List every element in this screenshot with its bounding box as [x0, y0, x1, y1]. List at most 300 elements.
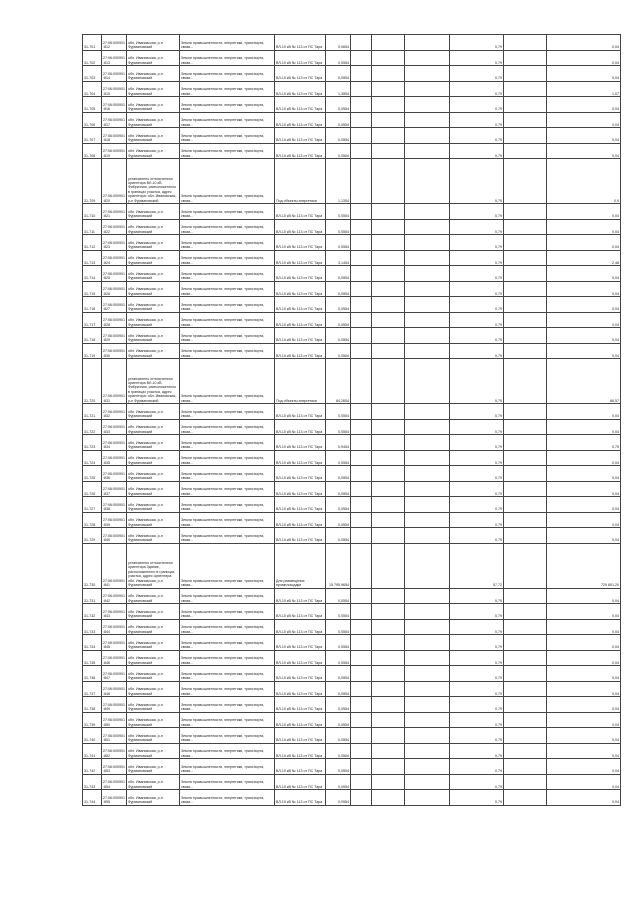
address-cell: обл. Ивановская, р-н Фурмановский	[127, 66, 180, 82]
empty-cell	[504, 588, 547, 604]
row-number-cell: 31-743	[83, 774, 102, 790]
empty-cell	[504, 650, 547, 666]
area-cell: 0,0554	[326, 790, 351, 806]
address-cell: обл. Ивановская, р-н Фурмановский	[127, 728, 180, 744]
permitted-use-cell: Для размещения промплощадки	[275, 543, 326, 588]
table-row	[83, 404, 621, 420]
cadastral-number-cell: 27:06:000901:816	[102, 97, 127, 113]
land-category-cell: Земли промышленности, энергетики, транспорта, связи...	[180, 143, 275, 159]
empty-cell	[351, 250, 372, 266]
area-cell: 0,0554	[326, 404, 351, 420]
land-category-cell: Земли промышленности, энергетики, транспорта, связи...	[180, 312, 275, 328]
empty-cell	[372, 35, 405, 51]
land-category-cell: Земли промышленности, энергетики, транспорта, связи...	[180, 35, 275, 51]
empty-cell	[372, 774, 405, 790]
value-cell: 0,04	[547, 204, 621, 220]
value-cell: 0,04	[547, 743, 621, 759]
address-cell: обл. Ивановская, р-н Фурмановский	[127, 743, 180, 759]
table-row	[83, 759, 621, 775]
value-cell: 0,04	[547, 466, 621, 482]
address-cell: обл. Ивановская, р-н Фурмановский	[127, 312, 180, 328]
table-row	[83, 588, 621, 604]
table-row	[83, 297, 621, 313]
land-category-cell: Земли промышленности, энергетики, транспорта, связи...	[180, 450, 275, 466]
empty-cell	[351, 435, 372, 451]
address-cell: обл. Ивановская, р-н Фурмановский	[127, 281, 180, 297]
land-category-cell: Земли промышленности, энергетики, транспорта, связи...	[180, 204, 275, 220]
rate-cell: 0,79	[450, 759, 504, 775]
land-category-cell: Земли промышленности, энергетики, транспорта, связи...	[180, 466, 275, 482]
empty-cell	[405, 619, 450, 635]
permitted-use-cell: ВЛ-10 кВ № 113 от ПС Тара	[275, 666, 326, 682]
table-row	[83, 697, 621, 713]
address-cell: обл. Ивановская, р-н Фурмановский	[127, 35, 180, 51]
empty-cell	[504, 635, 547, 651]
empty-cell	[504, 481, 547, 497]
empty-cell	[405, 712, 450, 728]
land-category-cell: Земли промышленности, энергетики, транспорта, связи...	[180, 281, 275, 297]
land-category-cell: Земли промышленности, энергетики, транспорта, связи...	[180, 250, 275, 266]
value-cell: 0,04	[547, 604, 621, 620]
empty-cell	[405, 543, 450, 588]
row-number-cell: 31-707	[83, 128, 102, 144]
empty-cell	[504, 681, 547, 697]
permitted-use-cell: ВЛ-10 кВ № 113 от ПС Тара	[275, 266, 326, 282]
area-cell: 0,0554	[326, 219, 351, 235]
table-row	[83, 359, 621, 404]
value-cell: 0,04	[547, 35, 621, 51]
land-category-cell: Земли промышленности, энергетики, транспорта, связи...	[180, 481, 275, 497]
empty-cell	[504, 297, 547, 313]
table-row	[83, 604, 621, 620]
land-category-cell: Земли промышленности, энергетики, транспорта, связи...	[180, 774, 275, 790]
row-number-cell: 31-703	[83, 66, 102, 82]
permitted-use-cell: ВЛ-10 кВ № 113 от ПС Тара	[275, 528, 326, 544]
empty-cell	[351, 159, 372, 204]
cadastral-number-cell: 27:06:000901:844	[102, 619, 127, 635]
address-cell: обл. Ивановская, р-н Фурмановский	[127, 328, 180, 344]
empty-cell	[504, 219, 547, 235]
address-cell: обл. Ивановская, р-н Фурмановский	[127, 790, 180, 806]
empty-cell	[504, 759, 547, 775]
empty-cell	[351, 219, 372, 235]
address-cell: обл. Ивановская, р-н Фурмановский	[127, 81, 180, 97]
empty-cell	[504, 528, 547, 544]
empty-cell	[405, 419, 450, 435]
rate-cell: 0,79	[450, 604, 504, 620]
row-number-cell: 31-704	[83, 81, 102, 97]
area-cell: 0,0554	[326, 635, 351, 651]
land-category-cell: Земли промышленности, энергетики, транспорта, связи...	[180, 404, 275, 420]
rate-cell: 0,79	[450, 528, 504, 544]
area-cell: 0,9454	[326, 435, 351, 451]
empty-cell	[372, 528, 405, 544]
empty-cell	[372, 404, 405, 420]
empty-cell	[351, 774, 372, 790]
table-row	[83, 712, 621, 728]
table-row	[83, 281, 621, 297]
rate-cell: 0,79	[450, 497, 504, 513]
empty-cell	[405, 528, 450, 544]
empty-cell	[504, 604, 547, 620]
rate-cell: 0,79	[450, 635, 504, 651]
cadastral-register-table	[82, 34, 621, 806]
empty-cell	[372, 435, 405, 451]
empty-cell	[405, 266, 450, 282]
cadastral-number-cell: 27:06:000901:815	[102, 81, 127, 97]
rate-cell: 0,79	[450, 81, 504, 97]
empty-cell	[504, 143, 547, 159]
row-number-cell: 31-739	[83, 712, 102, 728]
permitted-use-cell: ВЛ-10 кВ № 113 от ПС Тара	[275, 281, 326, 297]
empty-cell	[351, 650, 372, 666]
permitted-use-cell: ВЛ-10 кВ № 113 от ПС Тара	[275, 250, 326, 266]
row-number-cell: 31-742	[83, 759, 102, 775]
row-number-cell: 31-732	[83, 604, 102, 620]
row-number-cell: 31-718	[83, 328, 102, 344]
permitted-use-cell: ВЛ-10 кВ № 113 от ПС Тара	[275, 635, 326, 651]
row-number-cell: 31-726	[83, 481, 102, 497]
empty-cell	[504, 790, 547, 806]
rate-cell: 0,79	[450, 297, 504, 313]
empty-cell	[504, 712, 547, 728]
area-cell: 0,0554	[326, 604, 351, 620]
address-cell: обл. Ивановская, р-н Фурмановский	[127, 204, 180, 220]
row-number-cell: 31-740	[83, 728, 102, 744]
permitted-use-cell: ВЛ-10 кВ № 113 от ПС Тара	[275, 743, 326, 759]
permitted-use-cell: ВЛ-10 кВ № 113 от ПС Тара	[275, 343, 326, 359]
empty-cell	[351, 66, 372, 82]
area-cell: 0,0554	[326, 204, 351, 220]
address-cell: обл. Ивановская, р-н Фурмановский	[127, 681, 180, 697]
cadastral-number-cell: 27:06:000901:831	[102, 359, 127, 404]
table-row	[83, 219, 621, 235]
cadastral-number-cell: 27:06:000901:833	[102, 419, 127, 435]
permitted-use-cell: ВЛ-10 кВ № 113 от ПС Тара	[275, 312, 326, 328]
cadastral-number-cell: 27:06:000901:855	[102, 790, 127, 806]
rate-cell: 0,79	[450, 743, 504, 759]
permitted-use-cell: ВЛ-10 кВ № 113 от ПС Тара	[275, 219, 326, 235]
empty-cell	[351, 497, 372, 513]
permitted-use-cell: ВЛ-10 кВ № 113 от ПС Тара	[275, 128, 326, 144]
address-cell: обл. Ивановская, р-н Фурмановский	[127, 619, 180, 635]
empty-cell	[405, 588, 450, 604]
rate-cell: 0,79	[450, 312, 504, 328]
cadastral-number-cell: 27:06:000901:819	[102, 143, 127, 159]
empty-cell	[504, 774, 547, 790]
row-number-cell: 31-705	[83, 97, 102, 113]
area-cell: 0,0554	[326, 743, 351, 759]
table-row	[83, 328, 621, 344]
land-category-cell: Земли промышленности, энергетики, транспорта, связи...	[180, 81, 275, 97]
row-number-cell: 31-734	[83, 635, 102, 651]
address-cell: установлено относительно ориентира Здание, расположенного в границах участка, адрес ориентира: обл. Ивановская, р-н Фурмановский	[127, 543, 180, 588]
empty-cell	[504, 466, 547, 482]
table-row	[83, 790, 621, 806]
permitted-use-cell: ВЛ-10 кВ № 113 от ПС Тара	[275, 66, 326, 82]
rate-cell: 0,79	[450, 404, 504, 420]
empty-cell	[504, 66, 547, 82]
land-category-cell: Земли промышленности, энергетики, транспорта, связи...	[180, 728, 275, 744]
value-cell: 0,04	[547, 312, 621, 328]
permitted-use-cell: ВЛ-10 кВ № 113 от ПС Тара	[275, 588, 326, 604]
area-cell: 0,0554	[326, 266, 351, 282]
value-cell: 0,04	[547, 790, 621, 806]
empty-cell	[372, 697, 405, 713]
address-cell: обл. Ивановская, р-н Фурмановский	[127, 343, 180, 359]
cadastral-number-cell: 27:06:000901:826	[102, 281, 127, 297]
row-number-cell: 31-717	[83, 312, 102, 328]
empty-cell	[405, 743, 450, 759]
empty-cell	[372, 128, 405, 144]
permitted-use-cell: ВЛ-10 кВ № 113 от ПС Тара	[275, 712, 326, 728]
empty-cell	[372, 790, 405, 806]
permitted-use-cell: ВЛ-10 кВ № 113 от ПС Тара	[275, 790, 326, 806]
empty-cell	[351, 466, 372, 482]
table-row	[83, 128, 621, 144]
empty-cell	[504, 512, 547, 528]
row-number-cell: 31-721	[83, 404, 102, 420]
value-cell: 729 801,20	[547, 543, 621, 588]
land-category-cell: Земли промышленности, энергетики, транспорта, связи...	[180, 619, 275, 635]
address-cell: обл. Ивановская, р-н Фурмановский	[127, 712, 180, 728]
value-cell: 1,07	[547, 81, 621, 97]
value-cell: 0,04	[547, 481, 621, 497]
rate-cell: 0,79	[450, 266, 504, 282]
row-number-cell: 31-723	[83, 435, 102, 451]
rate-cell: 57,72	[450, 543, 504, 588]
land-category-cell: Земли промышленности, энергетики, транспорта, связи...	[180, 266, 275, 282]
table-row	[83, 81, 621, 97]
cadastral-number-cell: 27:06:000901:830	[102, 343, 127, 359]
table-body	[83, 35, 621, 806]
rate-cell: 0,79	[450, 112, 504, 128]
empty-cell	[405, 50, 450, 66]
table-row	[83, 450, 621, 466]
table-row	[83, 143, 621, 159]
table-row	[83, 97, 621, 113]
value-cell: 0,04	[547, 404, 621, 420]
empty-cell	[405, 35, 450, 51]
empty-cell	[351, 281, 372, 297]
land-category-cell: Земли промышленности, энергетики, транспорта, связи...	[180, 512, 275, 528]
empty-cell	[351, 619, 372, 635]
table-row	[83, 666, 621, 682]
address-cell: обл. Ивановская, р-н Фурмановский	[127, 481, 180, 497]
area-cell: 0,0554	[326, 712, 351, 728]
table-row	[83, 159, 621, 204]
value-cell: 0,04	[547, 297, 621, 313]
value-cell: 0,04	[547, 728, 621, 744]
address-cell: обл. Ивановская, р-н Фурмановский	[127, 404, 180, 420]
empty-cell	[351, 712, 372, 728]
empty-cell	[504, 728, 547, 744]
empty-cell	[372, 159, 405, 204]
cadastral-number-cell: 27:06:000901:845	[102, 635, 127, 651]
rate-cell: 0,79	[450, 450, 504, 466]
empty-cell	[351, 328, 372, 344]
permitted-use-cell: Под объекты энергетики	[275, 359, 326, 404]
rate-cell: 0,79	[450, 790, 504, 806]
value-cell: 0,04	[547, 774, 621, 790]
empty-cell	[351, 204, 372, 220]
empty-cell	[405, 435, 450, 451]
empty-cell	[351, 759, 372, 775]
area-cell: 0,0554	[326, 650, 351, 666]
empty-cell	[405, 328, 450, 344]
address-cell: обл. Ивановская, р-н Фурмановский	[127, 250, 180, 266]
value-cell: 0,04	[547, 588, 621, 604]
empty-cell	[504, 81, 547, 97]
table-row	[83, 235, 621, 251]
rate-cell: 0,79	[450, 419, 504, 435]
land-category-cell: Земли промышленности, энергетики, транспорта, связи...	[180, 235, 275, 251]
value-cell: 0,04	[547, 666, 621, 682]
rate-cell: 0,79	[450, 666, 504, 682]
empty-cell	[504, 281, 547, 297]
land-category-cell: Земли промышленности, энергетики, транспорта, связи...	[180, 159, 275, 204]
rate-cell: 0,79	[450, 204, 504, 220]
area-cell: 0,0554	[326, 235, 351, 251]
table-row	[83, 35, 621, 51]
table-row	[83, 66, 621, 82]
empty-cell	[405, 235, 450, 251]
table-row	[83, 112, 621, 128]
empty-cell	[351, 235, 372, 251]
row-number-cell: 31-706	[83, 112, 102, 128]
empty-cell	[405, 297, 450, 313]
area-cell: 0,0554	[326, 512, 351, 528]
empty-cell	[372, 50, 405, 66]
address-cell: обл. Ивановская, р-н Фурмановский	[127, 235, 180, 251]
address-cell: обл. Ивановская, р-н Фурмановский	[127, 497, 180, 513]
empty-cell	[372, 419, 405, 435]
row-number-cell: 31-708	[83, 143, 102, 159]
value-cell: 0,75	[547, 435, 621, 451]
area-cell: 0,0554	[326, 112, 351, 128]
empty-cell	[405, 650, 450, 666]
empty-cell	[504, 312, 547, 328]
cadastral-number-cell: 27:06:000901:850	[102, 712, 127, 728]
value-cell: 0,04	[547, 512, 621, 528]
table-row	[83, 497, 621, 513]
rate-cell: 0,79	[450, 281, 504, 297]
land-category-cell: Земли промышленности, энергетики, транспорта, связи...	[180, 712, 275, 728]
address-cell: обл. Ивановская, р-н Фурмановский	[127, 528, 180, 544]
rate-cell: 0,79	[450, 219, 504, 235]
rate-cell: 0,79	[450, 650, 504, 666]
table-row	[83, 250, 621, 266]
empty-cell	[351, 697, 372, 713]
empty-cell	[504, 112, 547, 128]
empty-cell	[405, 143, 450, 159]
cadastral-number-cell: 27:06:000901:837	[102, 481, 127, 497]
table-row	[83, 774, 621, 790]
area-cell: 0,0554	[326, 481, 351, 497]
cadastral-number-cell: 27:06:000901:825	[102, 266, 127, 282]
cadastral-number-cell: 27:06:000901:849	[102, 697, 127, 713]
land-category-cell: Земли промышленности, энергетики, транспорта, связи...	[180, 697, 275, 713]
permitted-use-cell: ВЛ-10 кВ № 113 от ПС Тара	[275, 466, 326, 482]
cadastral-number-cell: 27:06:000901:847	[102, 666, 127, 682]
empty-cell	[351, 81, 372, 97]
cadastral-number-cell: 27:06:000901:854	[102, 774, 127, 790]
row-number-cell: 31-733	[83, 619, 102, 635]
cadastral-number-cell: 27:06:000901:846	[102, 650, 127, 666]
table-row	[83, 466, 621, 482]
row-number-cell: 31-702	[83, 50, 102, 66]
table-row	[83, 419, 621, 435]
empty-cell	[405, 450, 450, 466]
rate-cell: 0,79	[450, 619, 504, 635]
address-cell: обл. Ивановская, р-н Фурмановский	[127, 50, 180, 66]
land-category-cell: Земли промышленности, энергетики, транспорта, связи...	[180, 743, 275, 759]
empty-cell	[405, 512, 450, 528]
row-number-cell: 31-737	[83, 681, 102, 697]
cadastral-number-cell: 27:06:000901:828	[102, 312, 127, 328]
empty-cell	[372, 728, 405, 744]
empty-cell	[372, 81, 405, 97]
empty-cell	[372, 466, 405, 482]
row-number-cell: 31-710	[83, 204, 102, 220]
permitted-use-cell: ВЛ-10 кВ № 113 от ПС Тара	[275, 97, 326, 113]
empty-cell	[405, 404, 450, 420]
empty-cell	[504, 404, 547, 420]
empty-cell	[405, 204, 450, 220]
row-number-cell: 31-744	[83, 790, 102, 806]
address-cell: обл. Ивановская, р-н Фурмановский	[127, 666, 180, 682]
rate-cell: 0,79	[450, 681, 504, 697]
land-category-cell: Земли промышленности, энергетики, транспорта, связи...	[180, 359, 275, 404]
empty-cell	[405, 666, 450, 682]
permitted-use-cell: ВЛ-10 кВ № 113 от ПС Тара	[275, 35, 326, 51]
empty-cell	[372, 328, 405, 344]
area-cell: 0,0554	[326, 143, 351, 159]
empty-cell	[351, 404, 372, 420]
empty-cell	[504, 50, 547, 66]
area-cell: 1,1354	[326, 159, 351, 204]
permitted-use-cell: ВЛ-10 кВ № 113 от ПС Тара	[275, 774, 326, 790]
empty-cell	[504, 159, 547, 204]
land-category-cell: Земли промышленности, энергетики, транспорта, связи...	[180, 528, 275, 544]
rate-cell: 0,79	[450, 435, 504, 451]
row-number-cell: 31-720	[83, 359, 102, 404]
empty-cell	[504, 497, 547, 513]
permitted-use-cell: ВЛ-10 кВ № 113 от ПС Тара	[275, 681, 326, 697]
area-cell: 0,0554	[326, 419, 351, 435]
empty-cell	[405, 97, 450, 113]
land-category-cell: Земли промышленности, энергетики, транспорта, связи...	[180, 497, 275, 513]
empty-cell	[372, 204, 405, 220]
table-row	[83, 728, 621, 744]
rate-cell: 0,79	[450, 512, 504, 528]
land-category-cell: Земли промышленности, энергетики, транспорта, связи...	[180, 128, 275, 144]
land-category-cell: Земли промышленности, энергетики, транспорта, связи...	[180, 97, 275, 113]
value-cell: 0,04	[547, 128, 621, 144]
empty-cell	[405, 635, 450, 651]
empty-cell	[372, 650, 405, 666]
empty-cell	[504, 697, 547, 713]
empty-cell	[504, 97, 547, 113]
cadastral-number-cell: 27:06:000901:822	[102, 219, 127, 235]
value-cell: 0,04	[547, 266, 621, 282]
cadastral-number-cell: 27:06:000901:835	[102, 450, 127, 466]
address-cell: обл. Ивановская, р-н Фурмановский	[127, 697, 180, 713]
land-category-cell: Земли промышленности, энергетики, транспорта, связи...	[180, 343, 275, 359]
cadastral-number-cell: 27:06:000901:827	[102, 297, 127, 313]
value-cell: 0,04	[547, 681, 621, 697]
rate-cell: 0,79	[450, 66, 504, 82]
